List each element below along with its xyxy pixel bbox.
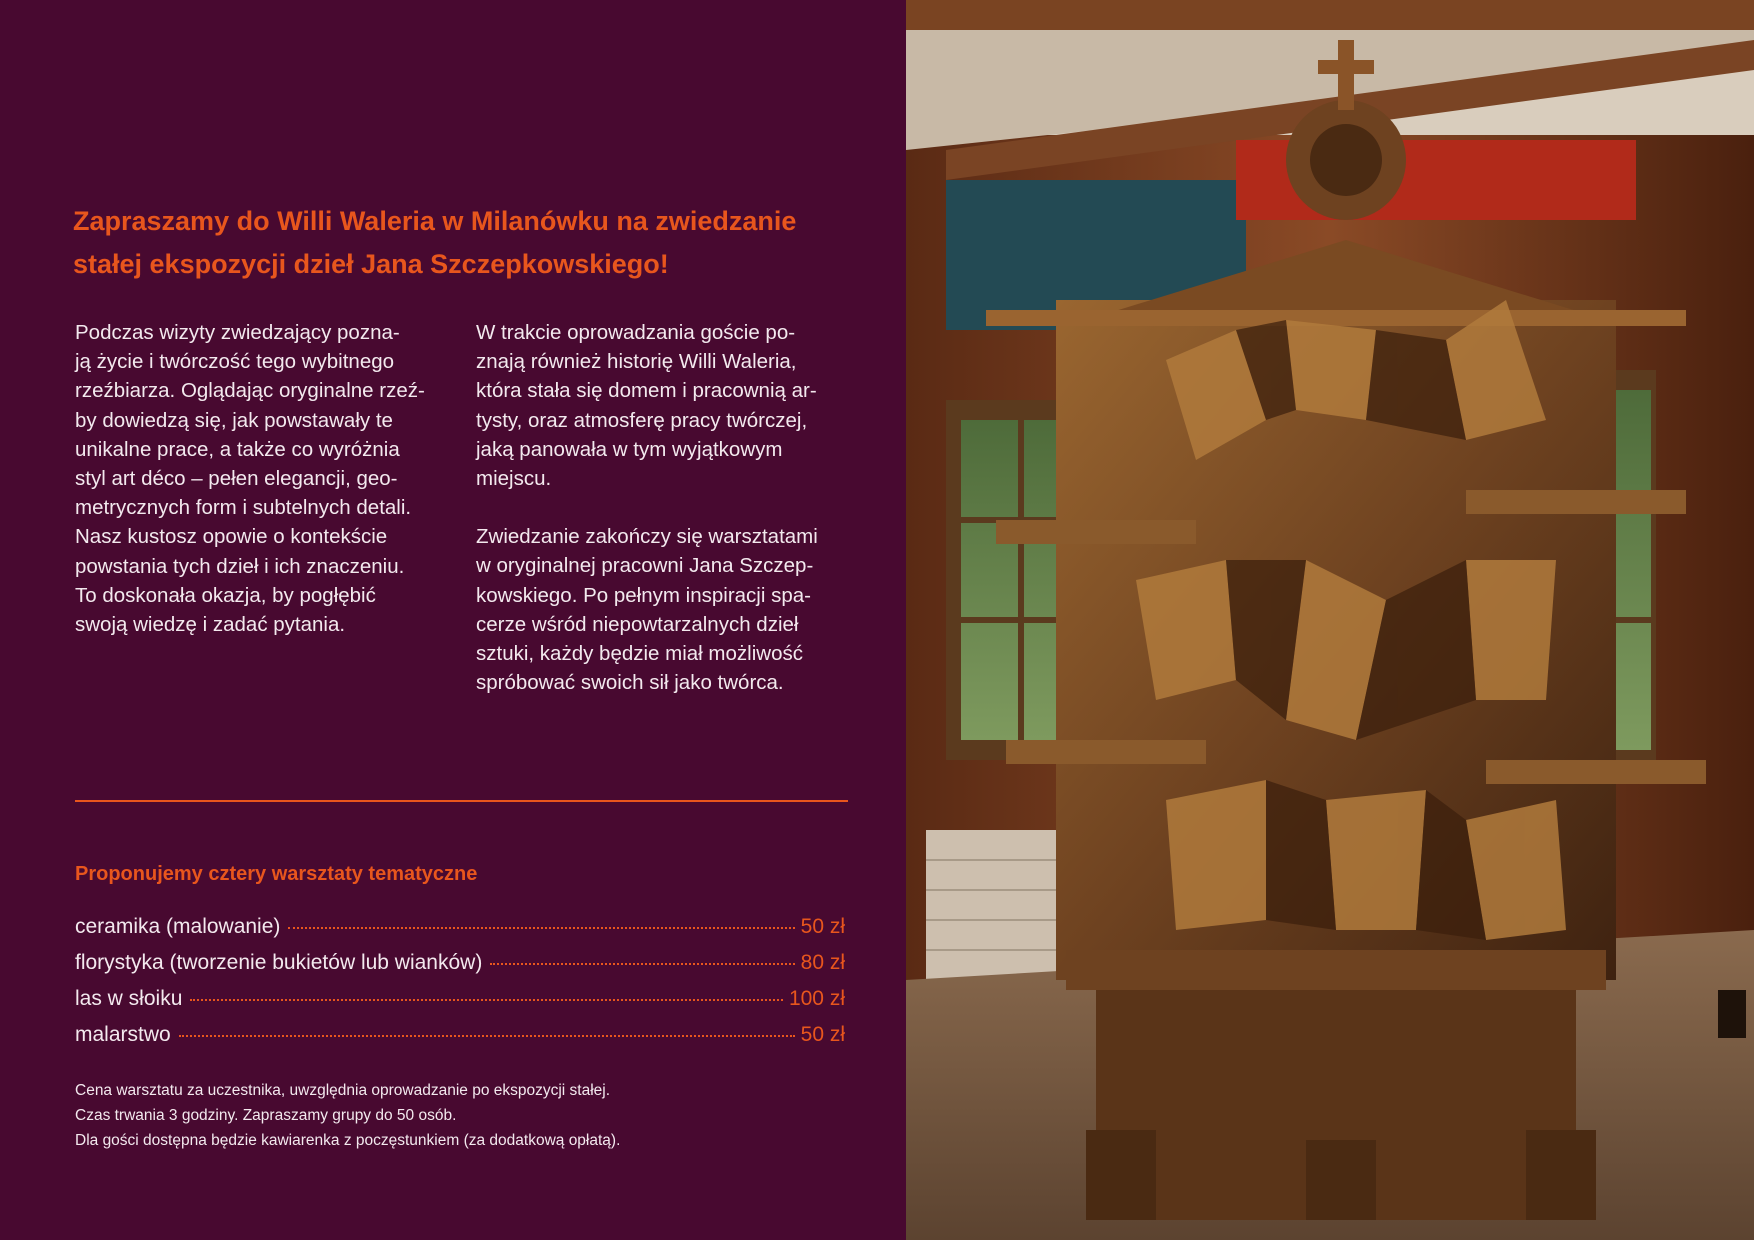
dot-leader [288,927,794,929]
workshops-title: Proponujemy cztery warsztaty tematyczne [75,863,478,885]
workshop-name: ceramika (malowanie) [75,915,281,938]
carved-altar-photo [906,0,1754,1240]
workshop-price-list [75,915,845,1059]
heading-line-2: stałej ekspozycji dzieł Jana Szczepkowskiego! [73,249,669,279]
price-row [75,1023,845,1059]
workshop-price: 50 zł [800,1023,845,1046]
workshop-notes [75,1078,620,1153]
dot-leader [190,999,783,1001]
workshop-name: las w słoiku [75,987,183,1010]
price-row [75,915,845,951]
workshop-price: 100 zł [788,987,845,1010]
left-paragraph: Podczas wizyty zwiedzający pozna- ją życie i twórczość tego wybitnego rzeźbiarza. Oglądając oryginalne rzeź- by dowiedzą się, jak powstawały te unikalne prace, a także co wyróżnia styl art déco – pełen elegancji, geo- metrycznych form i subtelnych detali. Nasz kustosz opowie o kontekście powstania tych dzieł i ich znaczeniu. To doskonała okazja, by pogłębić swoją wiedzę i zadać pytania. [75,321,425,637]
workshop-name: malarstwo [75,1023,171,1046]
workshop-price: 80 zł [800,951,845,974]
page-heading [73,200,873,286]
note-line: Dla gości dostępna będzie kawiarenka z poczęstunkiem (za dodatkową opłatą). [75,1132,621,1149]
heading-line-1: Zapraszamy do Willi Waleria w Milanówku na zwiedzanie [73,206,797,236]
workshop-name: florystyka (tworzenie bukietów lub wianków) [75,951,483,974]
left-column [75,318,455,668]
right-column [476,318,856,726]
section-divider [75,800,848,802]
right-paragraph-2: Zwiedzanie zakończy się warsztatami w oryginalnej pracowni Jana Szczep- kowskiego. Po pełnym inspiracji spa- cerze wśród niepowtarzalnych dzieł sztuki, każdy będzie miał możliwość spróbować swoich sił jako twórca. [476,525,818,695]
note-line: Cena warsztatu za uczestnika, uwzględnia oprowadzanie po ekspozycji stałej. [75,1082,611,1099]
workshop-price: 50 zł [800,915,845,938]
right-paragraph-1: W trakcie oprowadzania goście po- znają również historię Willi Waleria, która stała się domem i pracownią ar- tysty, oraz atmosferę pracy twórczej, jaką panowała w tym wyjątkowym miejscu. [476,321,817,491]
dot-leader [490,963,794,965]
price-row [75,951,845,987]
note-line: Czas trwania 3 godziny. Zapraszamy grupy do 50 osób. [75,1107,457,1124]
price-row [75,987,845,1023]
dot-leader [179,1035,795,1037]
